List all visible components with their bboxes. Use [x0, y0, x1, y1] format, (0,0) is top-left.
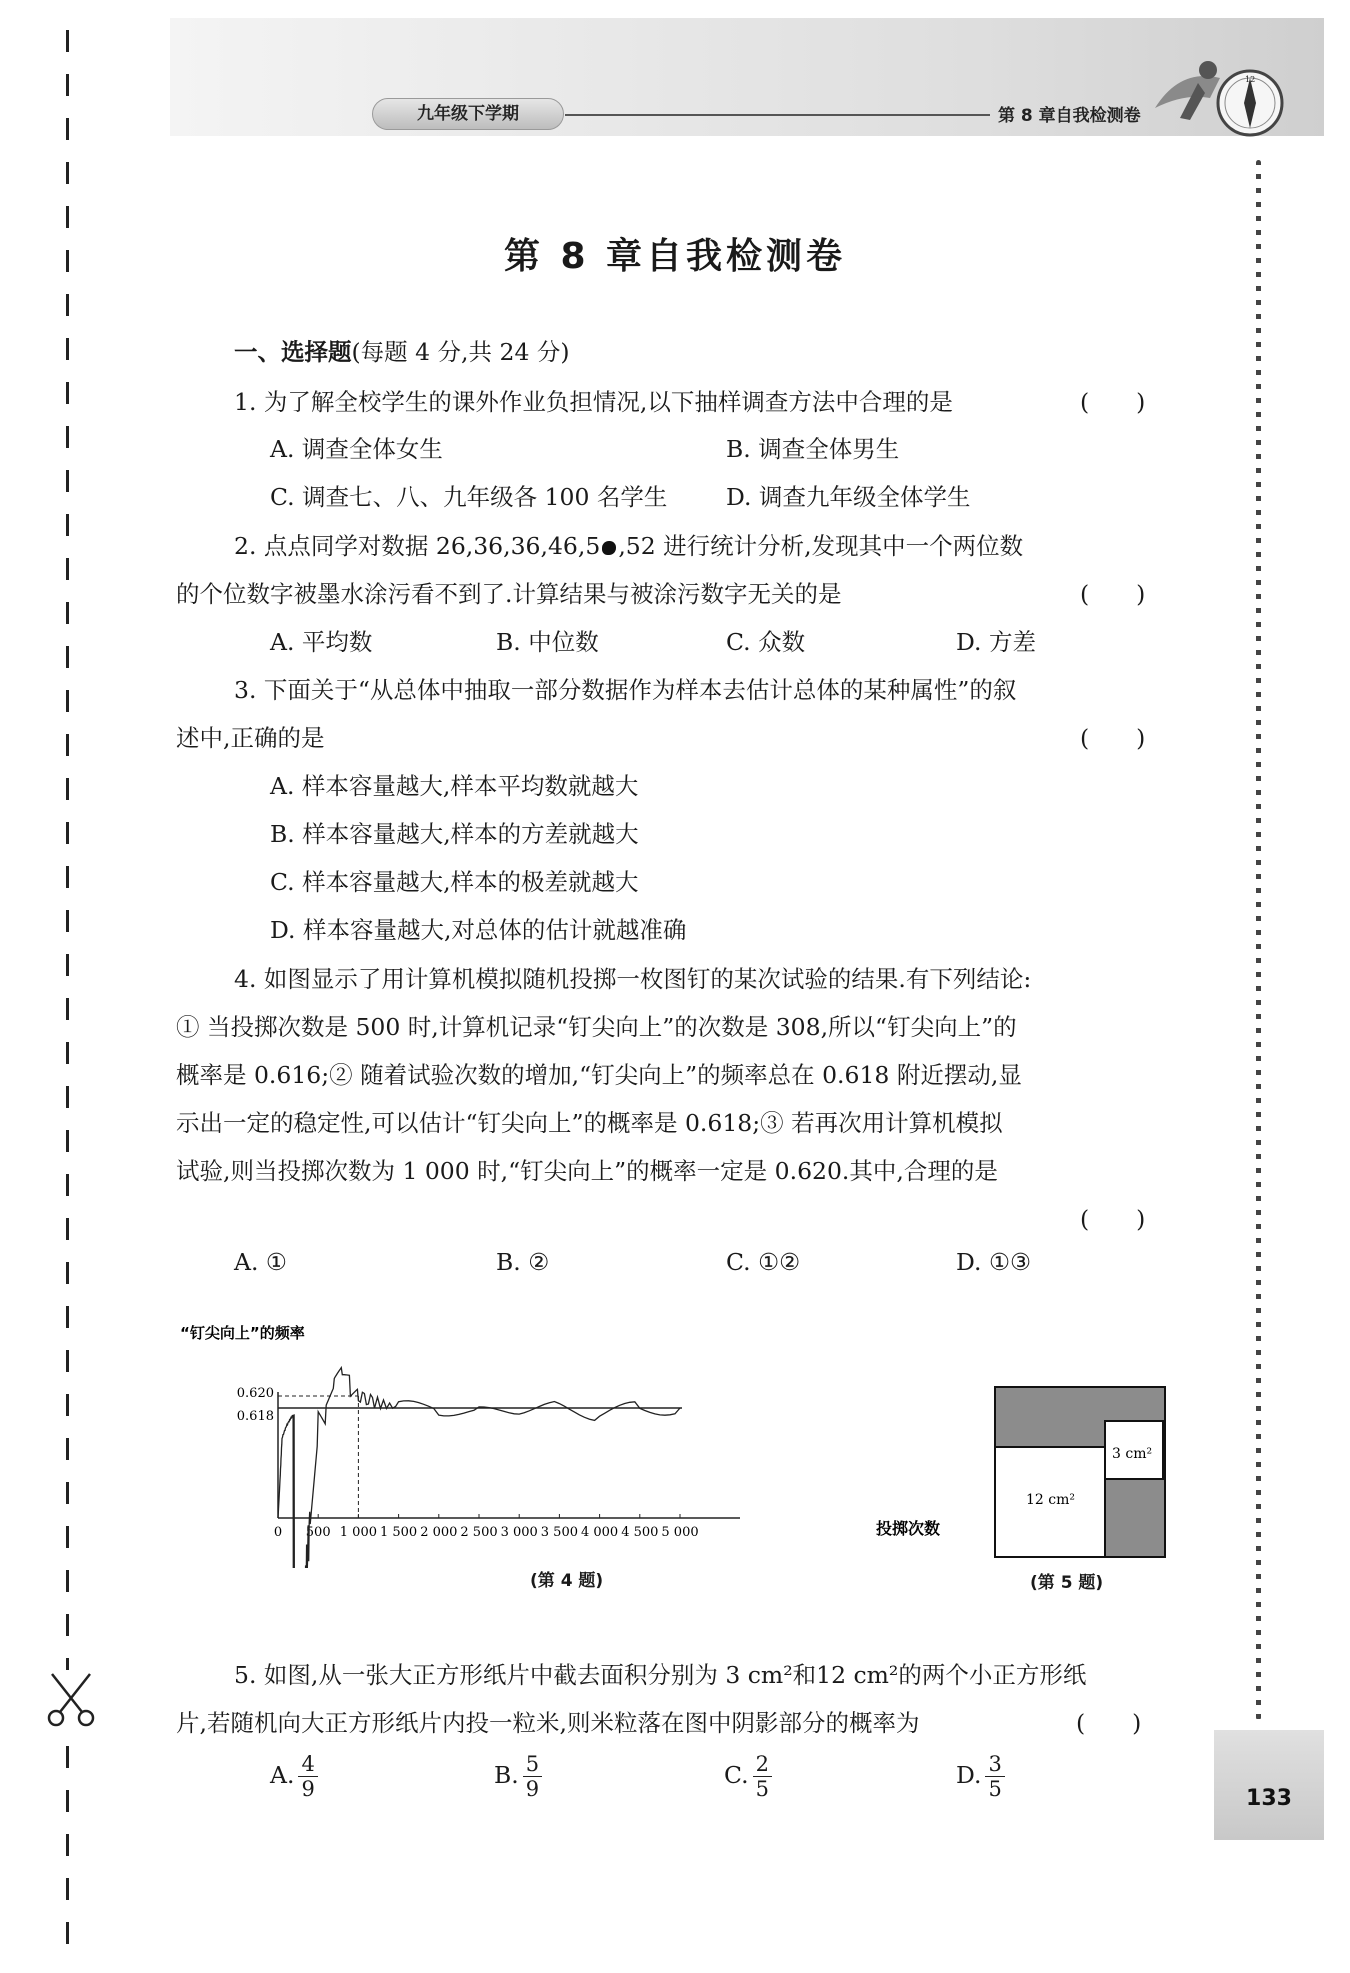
small-square-label: 3 cm² [1112, 1446, 1153, 1462]
denominator: 9 [525, 1777, 540, 1801]
large-square-label: 12 cm² [1026, 1492, 1075, 1508]
numerator: 3 [985, 1752, 1004, 1777]
denominator: 5 [755, 1777, 769, 1801]
q3-option-a: A. 样本容量越大,样本平均数就越大 [270, 772, 639, 800]
x-tick-label: 1 000 [339, 1525, 378, 1540]
compass-runner-logo [1150, 48, 1290, 148]
cut-line [66, 30, 69, 1950]
option-label: B. [494, 1761, 519, 1789]
q4-option-b: B. ② [496, 1248, 550, 1276]
x-tick-label: 2 000 [420, 1525, 458, 1540]
ink-blot-icon [602, 541, 616, 555]
q2-line1 [234, 527, 1023, 561]
q5-option-c [724, 1752, 772, 1801]
x-tick-label: 4 500 [621, 1525, 659, 1540]
q5-answer-blank: ( ) [1076, 1709, 1142, 1737]
x-tick-label: 4 000 [580, 1525, 619, 1540]
q2-line2: 的个位数字被墨水涂污看不到了.计算结果与被涂污数字无关的是 [176, 580, 842, 608]
grade-label: 九年级下学期 [372, 98, 564, 130]
x-tick-label: 0 [273, 1525, 283, 1540]
section-note: (每题 4 分,共 24 分) [351, 338, 570, 366]
svg-text:12: 12 [1245, 75, 1256, 84]
section-heading [234, 333, 570, 367]
frequency-chart [170, 1318, 970, 1568]
numerator: 4 [298, 1752, 317, 1777]
q1-stem: 1. 为了解全校学生的课外作业负担情况,以下抽样调查方法中合理的是 [234, 388, 953, 416]
q2-option-c: C. 众数 [726, 628, 806, 656]
q3-option-d: D. 样本容量越大,对总体的估计就越准确 [270, 916, 687, 944]
q4-option-a: A. ① [234, 1248, 287, 1276]
q4-line4: 示出一定的稳定性,可以估计“钉尖向上”的概率是 0.618;③ 若再次用计算机模拟 [176, 1109, 1003, 1137]
q5-option-a [270, 1752, 318, 1801]
q2-line1-start: 2. 点点同学对数据 26,36,36,46,5 [234, 532, 601, 560]
q5-option-b [494, 1752, 542, 1801]
x-tick-label: 1 500 [379, 1525, 418, 1540]
q5-figure-caption: (第 5 题) [1030, 1573, 1104, 1593]
perforation-dots [1256, 160, 1261, 1720]
x-tick-label: 3 000 [500, 1525, 538, 1540]
q5-line2: 片,若随机向大正方形纸片内投一粒米,则米粒落在图中阴影部分的概率为 [176, 1709, 920, 1737]
denominator: 5 [988, 1777, 1002, 1801]
fraction [753, 1752, 772, 1801]
chart-x-label: 投掷次数 [876, 1519, 941, 1538]
x-tick-label: 500 [305, 1525, 331, 1540]
scissors-icon [44, 1670, 98, 1730]
q4-option-c: C. ①② [726, 1248, 801, 1276]
x-tick-label: 5 000 [661, 1525, 699, 1540]
q3-line1: 3. 下面关于“从总体中抽取一部分数据作为样本去估计总体的某种属性”的叙 [234, 676, 1017, 704]
q2-answer-blank: ( ) [1080, 580, 1146, 608]
fraction [298, 1752, 317, 1801]
fraction [985, 1752, 1004, 1801]
q3-answer-blank: ( ) [1080, 724, 1146, 752]
squares-figure [994, 1386, 1166, 1558]
q5-line1: 5. 如图,从一张大正方形纸片中截去面积分别为 3 cm²和12 cm²的两个小正方形纸 [234, 1661, 1087, 1689]
q2-option-b: B. 中位数 [496, 628, 599, 656]
option-label: D. [956, 1761, 982, 1789]
q3-line2: 述中,正确的是 [176, 724, 325, 752]
q4-line3: 概率是 0.616;② 随着试验次数的增加,“钉尖向上”的频率总在 0.618 附近摆动,显 [176, 1061, 1022, 1089]
option-label: C. [724, 1761, 749, 1789]
q1-option-b: B. 调查全体男生 [726, 435, 900, 463]
option-label: A. [270, 1761, 295, 1789]
page-number-box [1214, 1730, 1324, 1840]
q2-line1-end: ,52 进行统计分析,发现其中一个两位数 [618, 532, 1024, 560]
header-rule [565, 114, 990, 116]
q2-option-a: A. 平均数 [270, 628, 373, 656]
q4-line1: 4. 如图显示了用计算机模拟随机投掷一枚图钉的某次试验的结果.有下列结论: [234, 965, 1032, 993]
y-tick-label: 0.620 [236, 1386, 274, 1401]
x-tick-label: 2 500 [460, 1525, 498, 1540]
chart-y-label: “钉尖向上”的频率 [180, 1324, 305, 1342]
q4-answer-blank: ( ) [1080, 1205, 1146, 1233]
y-tick-label: 0.618 [236, 1409, 274, 1424]
chapter-tag: 第 8 章自我检测卷 [998, 106, 1141, 126]
fraction [523, 1752, 542, 1801]
denominator: 9 [301, 1777, 315, 1801]
q4-line5: 试验,则当投掷次数为 1 000 时,“钉尖向上”的概率一定是 0.620.其中,合理的是 [176, 1157, 998, 1185]
q1-option-c: C. 调查七、八、九年级各 100 名学生 [270, 483, 668, 511]
q3-option-c: C. 样本容量越大,样本的极差就越大 [270, 868, 639, 896]
numerator: 5 [523, 1752, 542, 1777]
q5-option-d [956, 1752, 1005, 1801]
section-label: 一、选择题 [234, 338, 352, 366]
q4-figure-caption: (第 4 题) [530, 1571, 604, 1591]
q4-option-d: D. ①③ [956, 1248, 1032, 1276]
numerator: 2 [753, 1752, 772, 1777]
q1-answer-blank: ( ) [1080, 388, 1146, 416]
q2-option-d: D. 方差 [956, 628, 1036, 656]
x-tick-label: 3 500 [540, 1525, 579, 1540]
page-title: 第 8 章自我检测卷 [503, 236, 847, 277]
q1-option-d: D. 调查九年级全体学生 [726, 483, 971, 511]
q4-line2: ① 当投掷次数是 500 时,计算机记录“钉尖向上”的次数是 308,所以“钉尖向上”的 [176, 1013, 1017, 1041]
q3-option-b: B. 样本容量越大,样本的方差就越大 [270, 820, 639, 848]
q1-option-a: A. 调查全体女生 [270, 435, 443, 463]
page-number: 133 [1246, 1786, 1292, 1811]
